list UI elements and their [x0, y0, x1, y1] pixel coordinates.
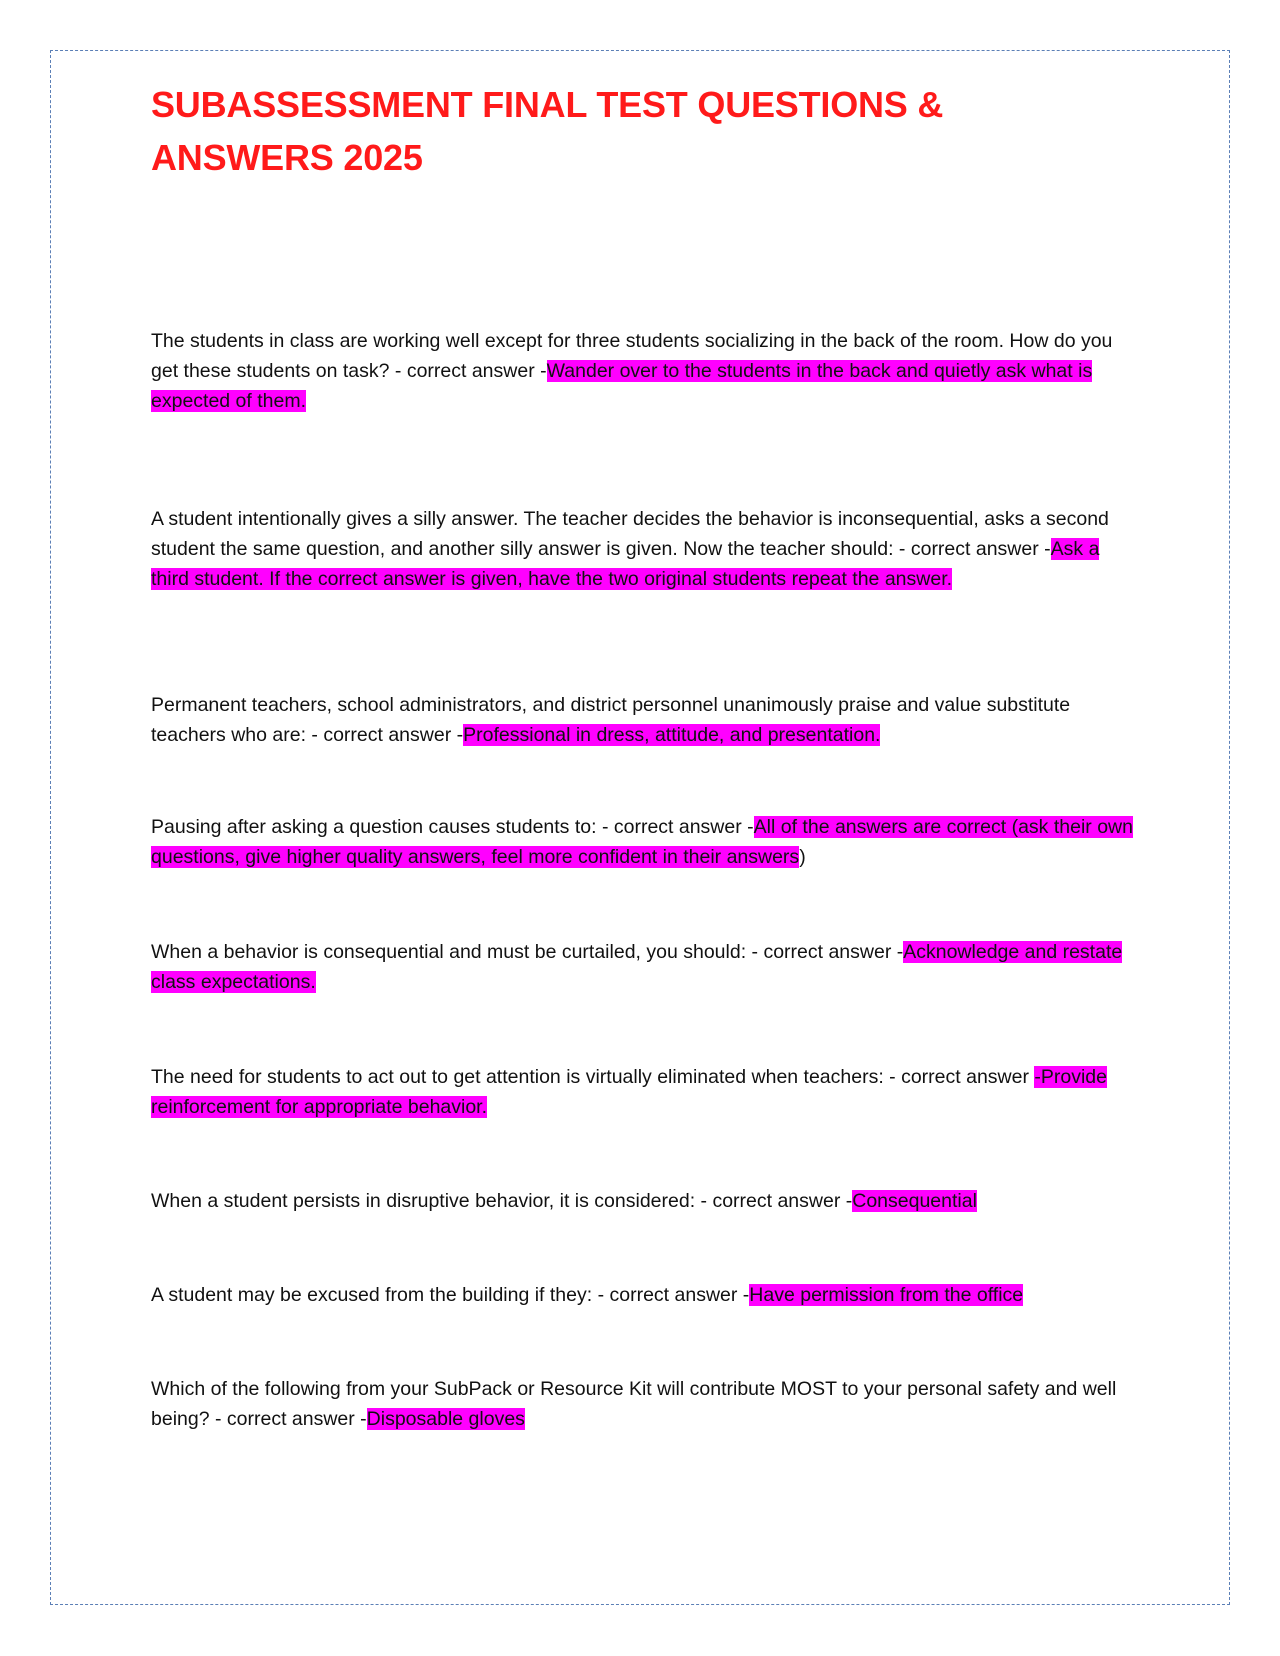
answer-highlight: Disposable gloves [366, 1408, 525, 1430]
qa-item-3 [151, 690, 1136, 750]
qa-item-4 [151, 812, 1136, 872]
question-text: When a behavior is consequential and must be curtailed, you should: - correct answer - [151, 941, 904, 963]
answer-highlight: Professional in dress, attitude, and presentation. [463, 724, 881, 746]
question-text: The students in class are working well except for three students socializing in the back of the room. How do you get these students on task? - correct answer - [151, 330, 1113, 382]
question-text: Which of the following from your SubPack or Resource Kit will contribute MOST to your personal safety and well being? - correct answer - [151, 1378, 1117, 1430]
qa-item-7 [151, 1186, 1136, 1216]
answer-highlight: Acknowledge and restate class expectations. [151, 941, 1123, 993]
question-text: A student intentionally gives a silly answer. The teacher decides the behavior is inconsequential, asks a second student the same question, and another silly answer is given. Now the teacher should: - correct answer - [151, 508, 1109, 560]
qa-item-8 [151, 1280, 1136, 1310]
qa-item-2 [151, 504, 1136, 594]
qa-item-5 [151, 937, 1136, 997]
answer-tail: ) [799, 846, 806, 868]
question-text: The need for students to act out to get attention is virtually eliminated when teachers: - correct answer [151, 1066, 1035, 1088]
qa-item-9 [151, 1374, 1136, 1434]
qa-item-6 [151, 1062, 1136, 1122]
answer-highlight: Ask a third student. If the correct answer is given, have the two original students repeat the answer. [151, 538, 1100, 590]
answer-highlight: -Provide reinforcement for appropriate behavior. [151, 1066, 1107, 1118]
qa-item-1 [151, 326, 1136, 416]
question-text: Pausing after asking a question causes students to: - correct answer - [151, 816, 754, 838]
question-text: When a student persists in disruptive behavior, it is considered: - correct answer - [151, 1190, 853, 1212]
question-text: A student may be excused from the building if they: - correct answer - [151, 1284, 750, 1306]
answer-highlight: Have permission from the office [749, 1284, 1024, 1306]
question-text: Permanent teachers, school administrators, and district personnel unanimously praise and value substitute teachers who are: - correct answer - [151, 694, 1071, 746]
answer-highlight: Wander over to the students in the back and quietly ask what is expected of them. [151, 360, 1093, 412]
answer-highlight: Consequential [852, 1190, 977, 1212]
answer-highlight: All of the answers are correct (ask their own questions, give higher quality answers, feel more confident in their answers [151, 816, 1133, 868]
document-title: SUBASSESSMENT FINAL TEST QUESTIONS & ANSWERS 2025 [151, 84, 944, 178]
